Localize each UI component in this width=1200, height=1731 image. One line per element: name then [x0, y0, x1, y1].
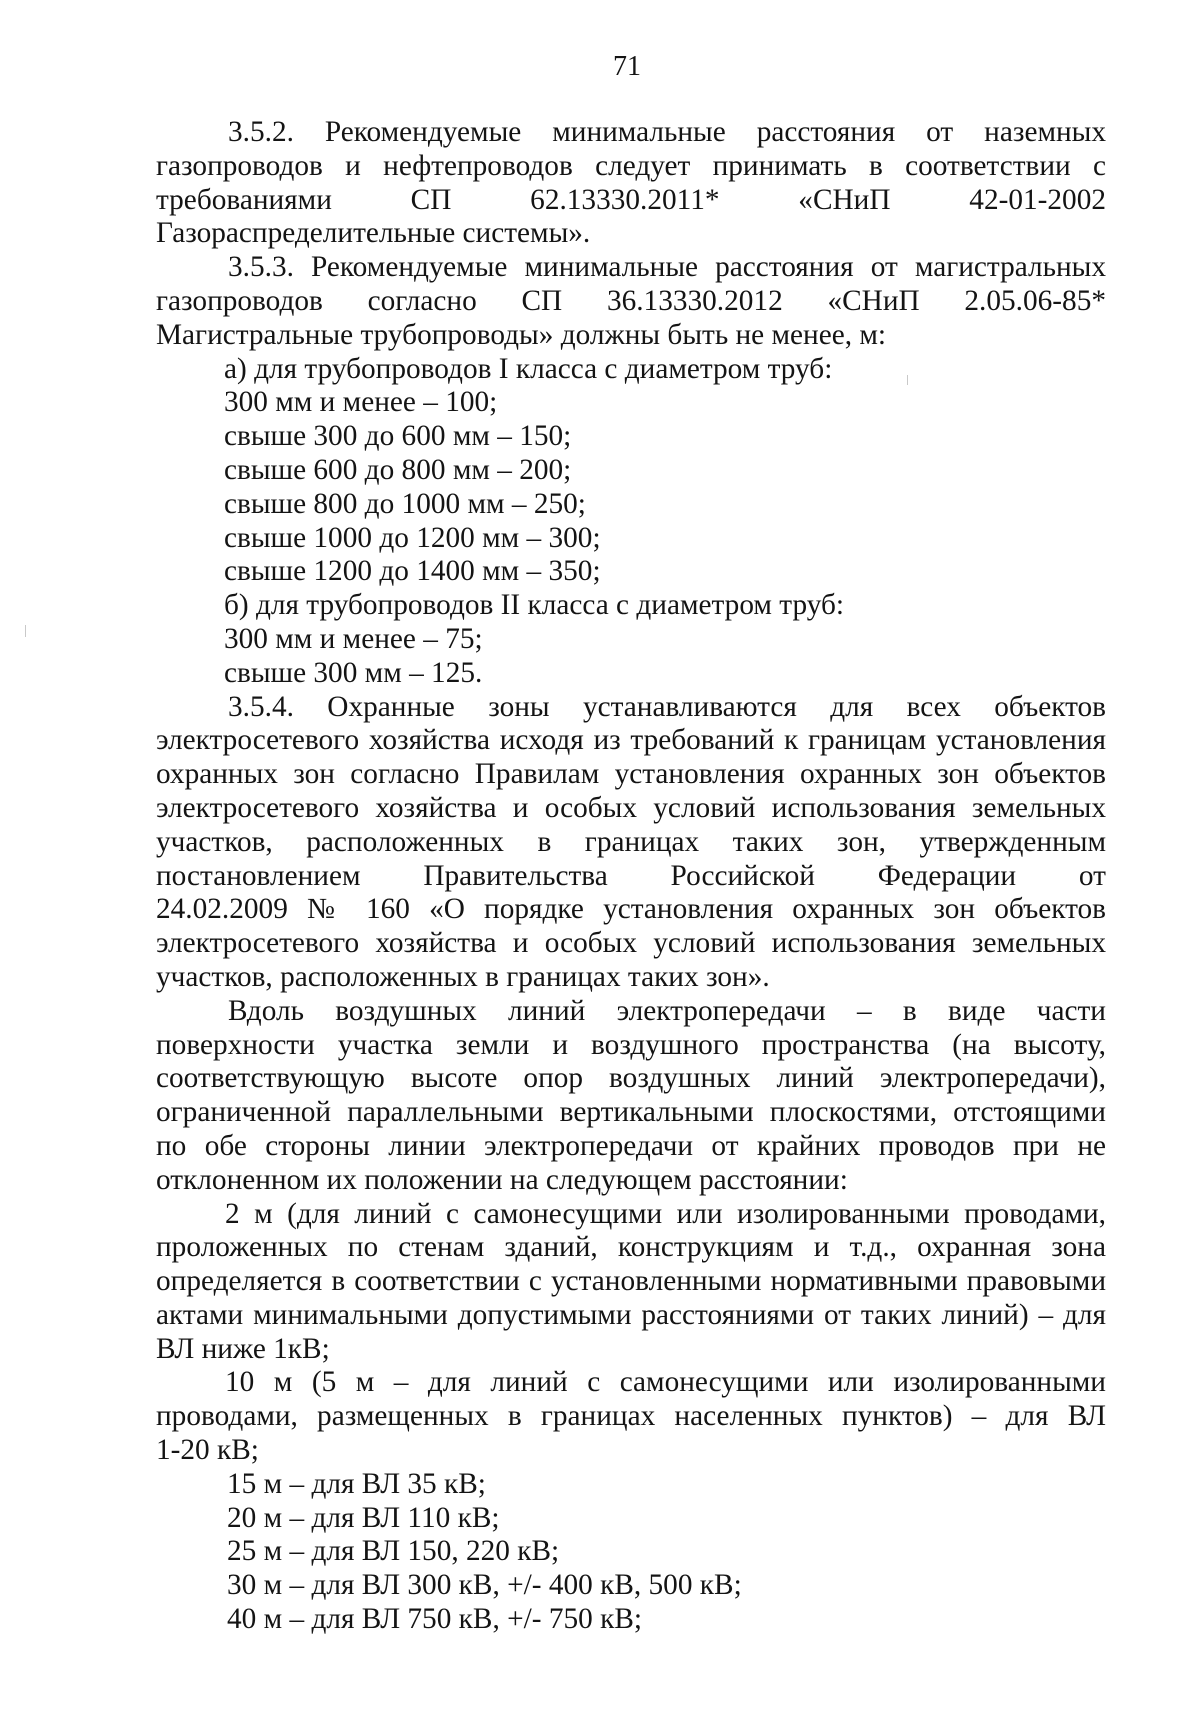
text-line: определяется в соответствии с установленными нормативными правовыми [156, 1265, 1106, 1298]
list-line: свыше 300 мм – 125. [224, 656, 483, 689]
text-line: проложенных по стенам зданий, конструкциям и т.д., охранная зона [156, 1231, 1106, 1264]
text-line: поверхности участка земли и воздушного пространства (на высоту, [156, 1028, 1106, 1061]
list-line: 25 м – для ВЛ 150, 220 кВ; [227, 1535, 560, 1568]
text-line: Вдоль воздушных линий электропередачи – в виде части [228, 994, 1106, 1027]
list-line: свыше 800 до 1000 мм – 250; [224, 487, 586, 520]
text-line: электросетевого хозяйства и особых условий использования земельных [156, 791, 1106, 824]
text-line: Магистральные трубопроводы» должны быть не менее, м: [156, 318, 887, 351]
list-line: 300 мм и менее – 75; [224, 622, 483, 655]
list-line: 20 м – для ВЛ 110 кВ; [227, 1501, 500, 1534]
text-line: 24.02.2009 № 160 «О порядке установления охранных зон объектов [156, 893, 1106, 926]
text-line: газопроводов согласно СП 36.13330.2012 «СНиП 2.05.06-85* [156, 284, 1106, 317]
text-line: ограниченной параллельными вертикальными плоскостями, отстоящими [156, 1096, 1106, 1129]
text-line: ВЛ ниже 1кВ; [156, 1332, 330, 1365]
text-line: постановлением Правительства Российской Федерации от [156, 859, 1106, 892]
list-line: 40 м – для ВЛ 750 кВ, +/- 750 кВ; [227, 1603, 643, 1636]
text-line: по обе стороны линии электропередачи от крайних проводов при не [156, 1129, 1106, 1162]
text-line: 3.5.2. Рекомендуемые минимальные расстояния от наземных [228, 116, 1106, 148]
text-line: проводами, размещенных в границах населенных пунктов) – для ВЛ [156, 1400, 1106, 1433]
list-line: а) для трубопроводов I класса с диаметром труб: [224, 352, 833, 385]
text-line: требованиями СП 62.13330.2011* «СНиП 42-01-2002 [156, 183, 1106, 216]
scan-speck [25, 625, 26, 637]
list-line: свыше 600 до 800 мм – 200; [224, 453, 572, 486]
list-line: 300 мм и менее – 100; [224, 386, 498, 419]
page-number: 71 [613, 51, 641, 82]
text-line: 3.5.3. Рекомендуемые минимальные расстояния от магистральных [228, 251, 1106, 284]
text-line: участков, расположенных в границах таких зон». [156, 960, 770, 993]
list-line: 30 м – для ВЛ 300 кВ, +/- 400 кВ, 500 кВ; [227, 1569, 742, 1602]
text-line: 2 м (для линий с самонесущими или изолированными проводами, [225, 1197, 1106, 1230]
text-line: 1-20 кВ; [156, 1434, 259, 1467]
text-line: Газораспределительные системы». [156, 217, 591, 250]
text-line: отклоненном их положении на следующем расстоянии: [156, 1163, 848, 1196]
list-line: свыше 300 до 600 мм – 150; [224, 420, 572, 453]
list-line: 15 м – для ВЛ 35 кВ; [227, 1467, 486, 1500]
document-body [156, 116, 1106, 1637]
text-line: электросетевого хозяйства и особых условий использования земельных [156, 927, 1106, 960]
text-line: актами минимальными допустимыми расстояниями от таких линий) – для [156, 1298, 1106, 1331]
text-line: электросетевого хозяйства исходя из требований к границам установления [156, 724, 1106, 757]
text-line: 10 м (5 м – для линий с самонесущими или изолированными [225, 1366, 1106, 1399]
list-line: б) для трубопроводов II класса с диаметром труб: [224, 589, 845, 622]
text-line: 3.5.4. Охранные зоны устанавливаются для всех объектов [228, 690, 1106, 723]
text-line: газопроводов и нефтепроводов следует принимать в соответствии с [156, 149, 1106, 182]
text-line: участков, расположенных в границах таких зон, утвержденным [156, 825, 1106, 858]
scan-speck [907, 375, 908, 385]
list-line: свыше 1200 до 1400 мм – 350; [224, 555, 601, 588]
list-line: свыше 1000 до 1200 мм – 300; [224, 521, 601, 554]
text-line: охранных зон согласно Правилам установления охранных зон объектов [156, 758, 1106, 791]
text-line: соответствующую высоте опор воздушных линий электропередачи), [156, 1062, 1106, 1095]
